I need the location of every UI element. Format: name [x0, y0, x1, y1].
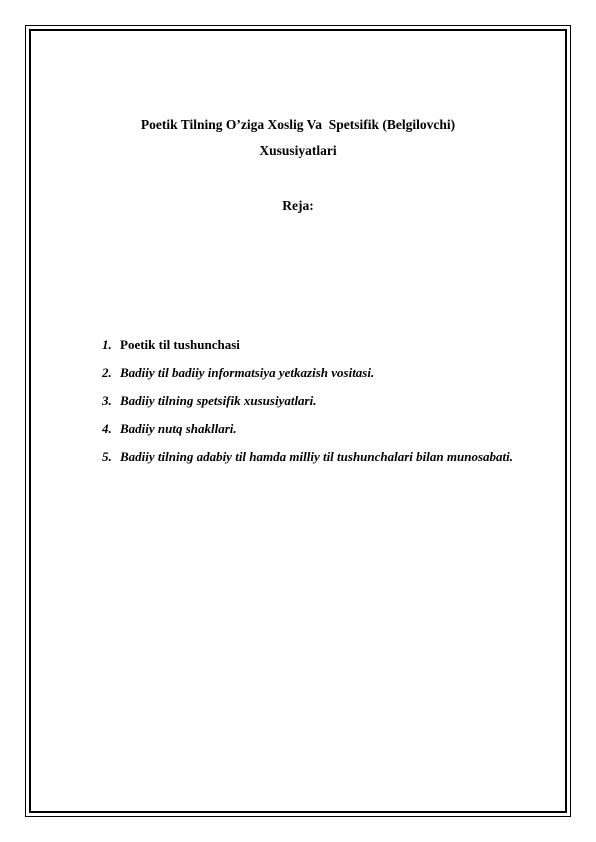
plan-heading: Reja: — [282, 198, 314, 213]
plan-item-number: 2. — [102, 365, 112, 380]
title-line-2: Xususiyatlari — [259, 143, 337, 158]
plan-item-1 — [102, 331, 539, 359]
plan-item-text: Badiiy tilning adabiy til hamda milliy til tushunchalari bilan munosabati. — [120, 449, 513, 464]
plan-item-number: 4. — [102, 421, 112, 436]
title-line-1: Poetik Tilning O’ziga Xoslig Va Spetsifik (Belgilovchi) — [140, 117, 456, 132]
plan-item-text: Badiiy til badiiy informatsiya yetkazish vositasi. — [120, 365, 375, 380]
plan-item-4 — [102, 415, 539, 443]
plan-list — [102, 331, 539, 471]
plan-item-number: 5. — [102, 449, 112, 464]
plan-item-text: Badiiy tilning spetsifik xususiyatlari. — [120, 393, 317, 408]
plan-item-text: Poetik til tushunchasi — [120, 337, 240, 352]
document-title — [60, 112, 536, 164]
plan-item-5 — [102, 443, 539, 471]
plan-item-3 — [102, 387, 539, 415]
plan-item-2 — [102, 359, 539, 387]
plan-item-text: Badiiy nutq shakllari. — [120, 421, 237, 436]
plan-item-number: 1. — [102, 337, 112, 352]
plan-item-number: 3. — [102, 393, 112, 408]
